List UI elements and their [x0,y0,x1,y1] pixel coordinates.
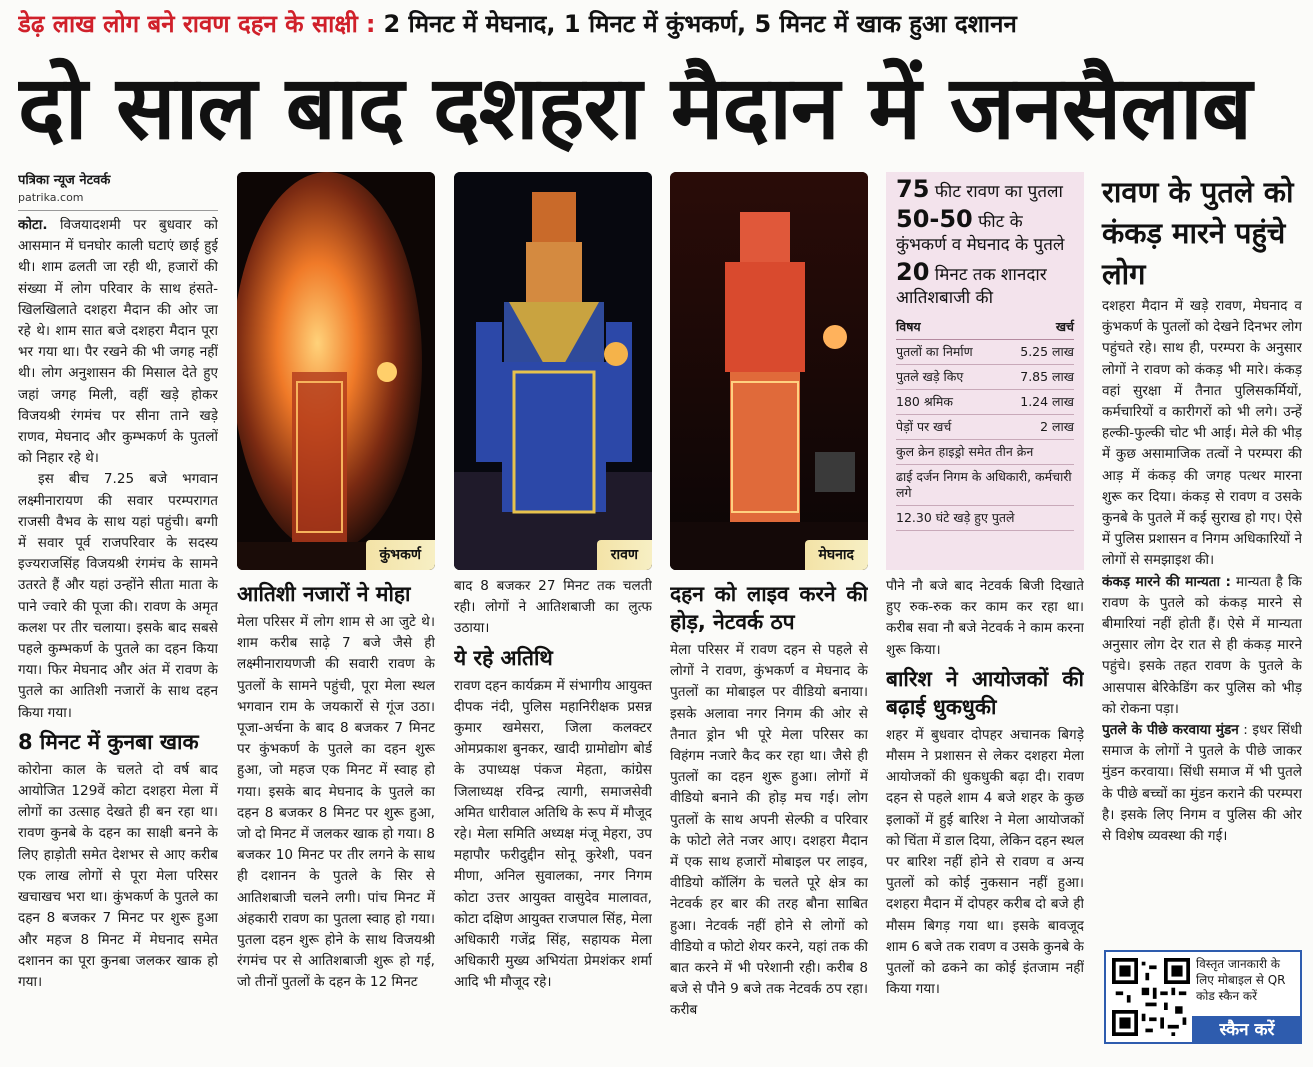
article-column-5 [886,576,1084,1046]
divider [18,210,218,211]
kicker-highlight: डेढ़ लाख लोग बने रावण दहन के साक्षी [18,10,358,38]
side-headline: रावण के पुतले को कंकड़ मारने पहुंचे लोग [1102,175,1294,291]
fact-item [896,175,1074,204]
article-column-6 [1102,296,1302,944]
subheading: ये रहे अतिथि [454,645,553,670]
article-column-4 [670,576,868,1046]
qr-code-icon[interactable] [1112,958,1190,1036]
byline: पत्रिका न्यूज नेटवर्क [18,173,111,188]
fact-text: फीट के कुंभकर्ण व मेघनाद के पुतले [896,212,1065,255]
fact-text: मिनट तक शानदार आतिशबाजी की [896,265,1047,308]
table-row [896,440,1074,465]
photo-caption: रावण [597,540,652,570]
table-row [896,340,1074,365]
site-url: patrika.com [18,191,84,204]
inline-heading: कंकड़ मारने की मान्यता : [1102,573,1231,590]
qr-instruction: विस्तृत जानकारी के लिए मोबाइल से QR कोड स्कैन करें [1196,957,1286,1003]
qr-box [1104,950,1302,1044]
table-header: खर्च [998,314,1074,340]
paragraph [1102,572,1302,720]
main-headline: दो साल बाद दशहरा मैदान में जनसैलाब [18,56,1252,159]
table-cell: 12.30 घंटे खड़े हुए पुतले [896,506,1074,531]
subheading: दहन को लाइव करने की होड़, नेटवर्क ठप [670,582,868,634]
expense-table [896,314,1074,531]
fact-text: फीट रावण का पुतला [929,182,1063,202]
table-cell: 2 लाख [998,415,1074,440]
paragraph: रावण दहन कार्यक्रम में संभागीय आयुक्त दीपक नंदी, पुलिस महानिरीक्षक प्रसन्न कुमार खमेसरा, जिला कलक्टर ओमप्रकाश बुनकर, खादी ग्रामोद्योग बोर्ड के उपाध्यक्ष पंकज मेहता, कांग्रेस जिलाध्यक्ष रविन्द्र त्यागी, समाजसेवी अमित धारीवाल अतिथि के रूप में मौजूद रहे। मेला समिति अध्यक्ष मंजू मेहरा, उप महापौर फरीदुद्दीन सोनू कुरेशी, पवन मीणा, अनिल सुवालका, नगर निगम कोटा उत्तर आयुक्त वासुदेव मालावत, कोटा दक्षिण आयुक्त राजपाल सिंह, मेला अधिकारी गजेंद्र सिंह, सहायक मेला अधिकारी मुख्य अभियंता प्रेमशंकर शर्मा आदि भी मौजूद रहे। [454,677,652,991]
article-column-2 [237,576,435,1046]
kicker-line [18,6,1303,42]
photo-ravan [454,172,652,570]
scan-button[interactable]: स्कैन करें [1192,1016,1302,1044]
paragraph-text: : इधर सिंधी समाज के लोगों ने पुतले के पीछे जाकर मुंडन करवाया। सिंधी समाज में भी पुतले के पीछे बच्चों का मुंडन कराने की परम्परा है। इसके लिए निगम व पुलिस की ओर से विशेष व्यवस्था की गई। [1102,722,1302,845]
fact-number: 50-50 [896,205,973,233]
subheading: 8 मिनट में कुनबा खाक [18,729,199,754]
paragraph [18,215,218,469]
paragraph: दशहरा मैदान में खड़े रावण, मेघनाद व कुंभकर्ण के पुतलों को देखने दिनभर लोग पहुंचते रहे। साथ ही, परम्परा के अनुसार लोगों ने रावण को कंकड़ भी मारे। कंकड़ वहां सुरक्षा में तैनात पुलिसकर्मियों, कर्मचारियों व कारीगरों को भी लगे। उन्हें हल्की-फुल्की चोट भी आई। मेले की भीड़ में कुछ असामाजिक तत्वों ने परम्परा की आड़ में कंकड़ की जगह पत्थर मारना शुरू कर दिया। कंकड़ से रावण व उसके कुनबे के पुतले में कई सुराख हो गए। ऐसे में पुलिस प्रशासन व निगम अधिकारियों ने लोगों से समझाइश की। [1102,298,1302,569]
fact-number: 75 [896,175,930,203]
paragraph-text: मान्यता है कि रावण के पुतले को कंकड़ मारने से बीमारियां नहीं होती हैं। ऐसे में मान्यता अनुसार लोग देर रात से ही कंकड़ मारने पहुंचे। इसके तहत रावण के पुतले के आसपास बेरिकेडिंग कर पुलिस को भीड़ को रोकना पड़ा। [1102,573,1302,717]
table-cell: 7.85 लाख [998,365,1074,390]
subheading: आतिशी नजारों ने मोहा [237,582,411,606]
paragraph [1102,720,1302,847]
paragraph: मेला परिसर में रावण दहन से पहले से लोगों ने रावण, कुंभकर्ण व मेघनाद के पुतलों का मोबाइल पर वीडियो बनाया। इसके अलावा नगर निगम की ओर से तैनात ड्रोन भी पूरे मेला परिसर का विहंगम नजारे कैद कर रहा था। जैसे ही पुतलों का दहन शुरू हुआ। लोगों में वीडियो बनाने की होड़ मच गई। लोग पुतलों के साथ अपनी सेल्फी व परिवार के फोटो लेते नजर आए। दशहरा मैदान में एक साथ हजारों मोबाइल पर लाइव, वीडियो कॉलिंग के चलते पूरे क्षेत्र का नेटवर्क हर बार की तरह बौना साबित हुआ। नेटवर्क नहीं होने से लोगों को वीडियो व फोटो शेयर करने, यहां तक की बात करने में भी परेशानी रही। करीब 8 बजे से पौने 9 बजे तक नेटवर्क ठप रहा। करीब [670,642,868,1019]
article-column-3 [454,576,652,1046]
kicker-summary: 2 मिनट में मेघनाद, 1 मिनट में कुंभकर्ण, 5 मिनट में खाक हुआ दशानन [383,10,1017,38]
table-cell: पुतले खड़े किए [896,365,998,390]
inline-heading: पुतले के पीछे करवाया मुंडन [1102,722,1239,739]
photo-caption: कुंभकर्ण [366,540,435,570]
paragraph: इस बीच 7.25 बजे भगवान लक्ष्मीनारायण की सवार परम्परागत राजसी वैभव के साथ यहां पहुंची। बग्गी में सवार पूर्व राजपरिवार के सदस्य इज्यराजसिंह विजयश्री रंगमंच के सामने उतरते हैं और यहां उन्होंने सीता माता के पाने ज्वारे की पूजा की। रावण के अमृत कलश पर तीर चलाया। इसके बाद सबसे पहले कुम्भकर्ण के पुतले का दहन किया गया। फिर मेघनाद और अंत में रावण के पुतले का आतिशी नजारों के साथ दहन किया गया। [18,471,218,721]
table-row [896,465,1074,506]
table-header: विषय [896,314,998,340]
dateline: कोटा. [18,217,48,233]
kicker-separator: : [365,10,376,38]
fact-item [896,258,1074,310]
table-row [896,415,1074,440]
table-cell: पुतलों का निर्माण [896,340,998,365]
meghnad-effigy-image [670,172,868,570]
table-row [896,390,1074,415]
paragraph: कोरोना काल के चलते दो वर्ष बाद आयोजित 129वें कोटा दशहरा मेला में लोगों का उत्साह देखते ही बन रहा था। रावण कुनबे के दहन का साक्षी बनने के लिए हाड़ोती समेत देशभर से आए करीब एक लाख लोगों से पूरा मेला परिसर खचाखच भरा था। कुंभकर्ण के पुतले का दहन 8 बजकर 7 मिनट पर शुरू हुआ और महज 8 मिनट में मेघनाद समेत दशानन का पूरा कुनबा जलकर खाक हो गया। [18,761,218,990]
paragraph: शहर में बुधवार दोपहर अचानक बिगड़े मौसम ने प्रशासन से लेकर दशहरा मेला आयोजकों की धुकधुकी बढ़ा दी। रावण दहन से पहले शाम 4 बजे शहर के कुछ इलाकों में हुई बारिश ने मेला आयोजकों को चिंता में डाल दिया, लेकिन दहन स्थल पर बारिश नहीं होने से रावण व अन्य पुतलों को कोई नुकसान नहीं हुआ। दशहरा मैदान में दोपहर करीब दो बजे ही मौसम बिगड़ गया था। इसके बावजूद शाम 6 बजे तक रावण व उसके कुनबे के पुतलों को ढकने का कोई इंतजाम नहीं किया गया। [886,726,1084,998]
fact-box [886,172,1084,570]
photo-kumbhakarna [237,172,435,570]
paragraph: मेला परिसर में लोग शाम से आ जुटे थे। शाम करीब साढ़े 7 बजे जैसे ही लक्ष्मीनारायणजी की सवारी रावण के पुतलों के सामने पहुंची, पूरा मेला स्थल भगवान राम के जयकारों से गूंज उठा। पूजा-अर्चना के बाद 8 बजकर 7 मिनट पर कुंभकर्ण के पुतले का दहन शुरू हुआ, जो महज एक मिनट में स्वाह हो गया। इसके बाद मेघनाद के पुतले का दहन 8 बजकर 8 मिनट पर शुरू हुआ, जो दो मिनट में जलकर खाक हो गया। 8 बजकर 10 मिनट पर तीर लगने के साथ ही दशानन के पुतले के सिर से आतिशबाजी चलने लगी। पांच मिनट में अंहकारी रावण का पुतला स्वाह हो गया। पुतला दहन शुरू होने के साथ विजयश्री रंगमंच पर से आतिशबाजी शुरू हो गई, जो तीनों पुतलों के दहन के 12 मिनट [237,614,435,991]
table-cell: पेड़ों पर खर्च [896,415,998,440]
table-cell: कुल क्रेन हाइड्रो समेत तीन क्रेन [896,440,1074,465]
burning-effigy-image [237,172,435,570]
paragraph: पौने नौ बजे बाद नेटवर्क बिजी दिखाते हुए रुक-रुक कर काम कर रहा था। करीब सवा नौ बजे नेटवर्क ने काम करना शुरू किया। [886,578,1084,658]
table-cell: 5.25 लाख [998,340,1074,365]
table-row [896,506,1074,531]
table-cell: ढाई दर्जन निगम के अधिकारी, कर्मचारी लगे [896,465,1074,506]
table-header-row [896,314,1074,340]
paragraph: बाद 8 बजकर 27 मिनट तक चलती रही। लोगों ने आतिशबाजी का लुत्फ उठाया। [454,578,652,637]
table-cell: 180 श्रमिक [896,390,998,415]
ravan-effigy-image [454,172,652,570]
fact-item [896,205,1074,257]
fact-number: 20 [896,258,930,286]
article-column-1 [18,172,218,1052]
photo-meghnad [670,172,868,570]
table-row [896,365,1074,390]
table-cell: 1.24 लाख [998,390,1074,415]
photo-caption: मेघनाद [805,540,868,570]
paragraph-text: विजयादशमी पर बुधवार को आसमान में घनघोर काली घटाएं छाई हुई थी। शाम ढलती जा रही थी, हजारों की संख्या में लोग परिवार के साथ हंसते-खिलखिलाते दशहरा मैदान की ओर जा रहे थे। शाम सात बजे दशहरा मैदान पूरा भर गया था। पैर रखने की भी जगह नहीं थी। लोग अनुशासन की मिसाल देते हुए जहां जगह मिली, वहीं खड़े होकर विजयश्री रंगमंच पर सीना ताने खड़े राणव, मेघनाद और कुम्भकर्ण के पुतलों को निहार रहे थे। [18,217,218,467]
subheading: बारिश ने आयोजकों की बढ़ाई धुकधुकी [886,666,1084,719]
